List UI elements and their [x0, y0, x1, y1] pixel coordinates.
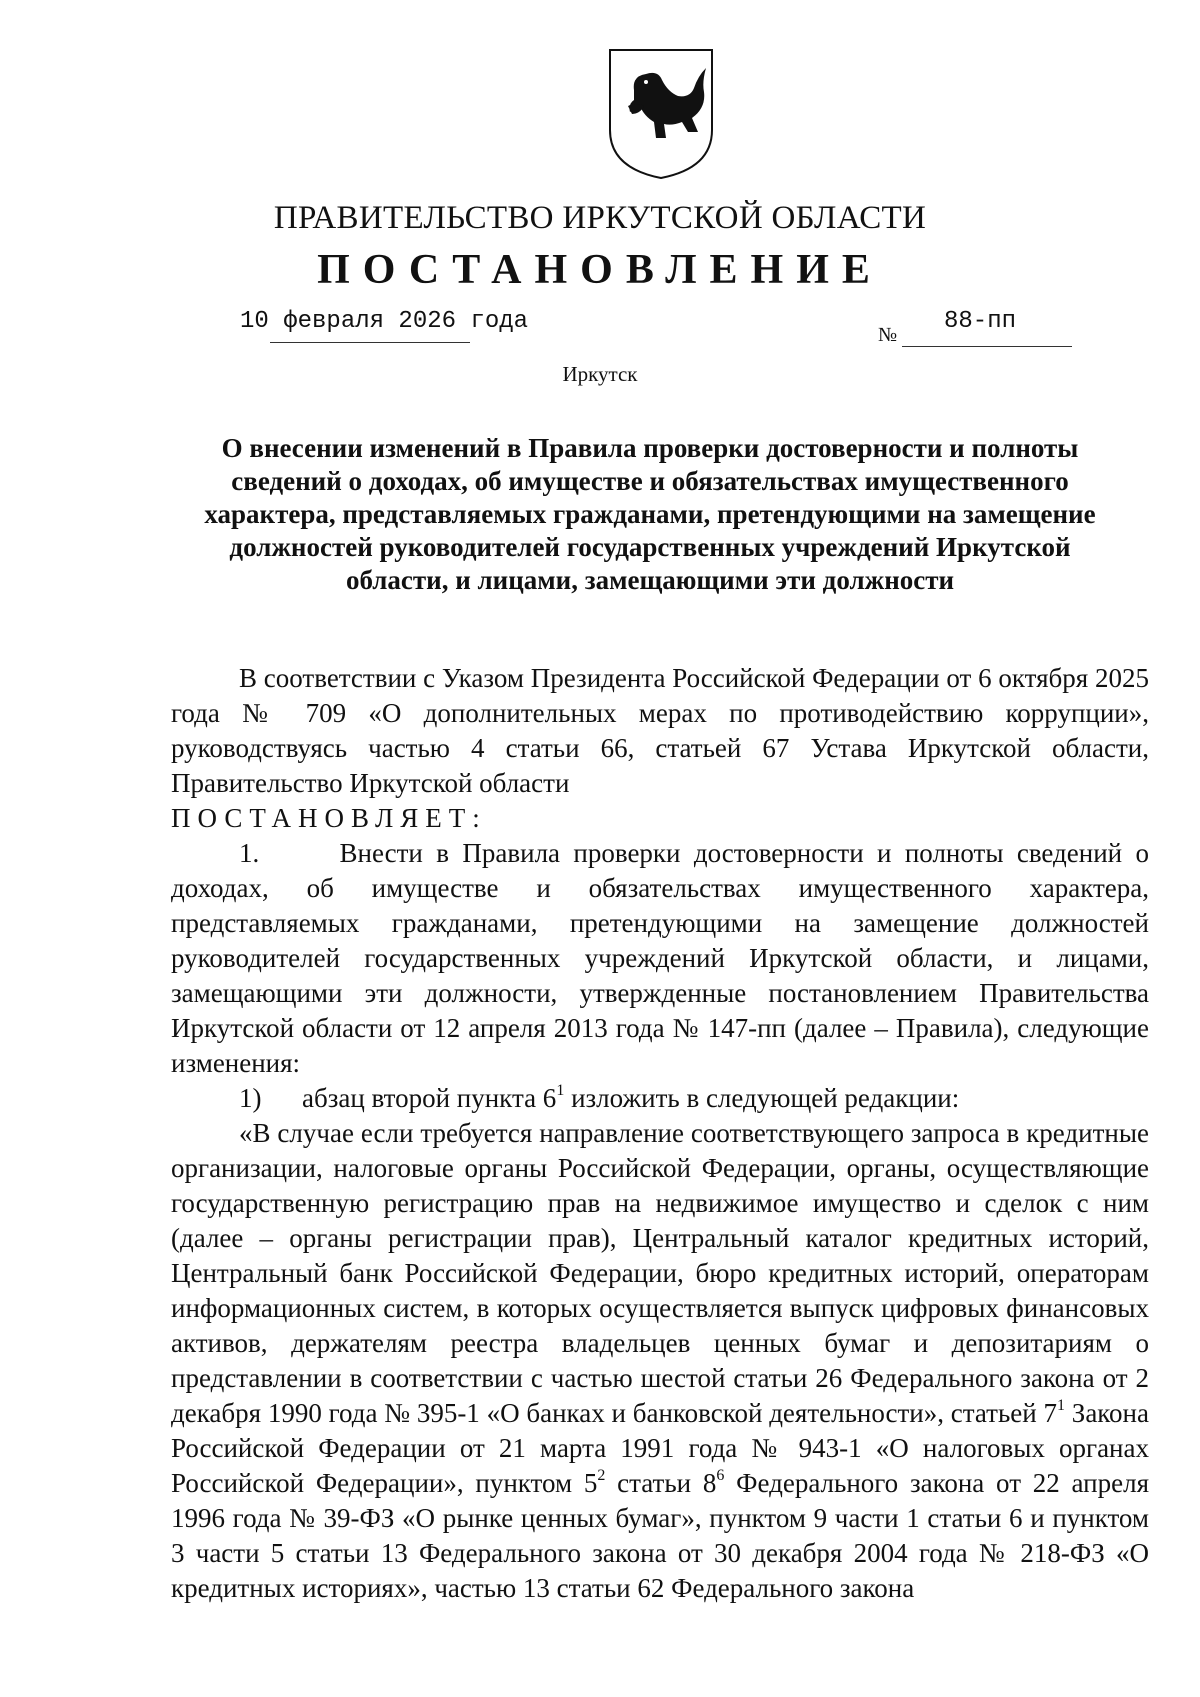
preamble-paragraph: В соответствии с Указом Президента Российской Федерации от 6 октября 2025 года № 709 «О дополнительных мерах по противодействию коррупции», руководствуясь частью 4 статьи 66, статьей 67 Устава Иркутской области, Правительство Иркутской области: [171, 663, 1149, 798]
quote-superscript-3: 6: [716, 1467, 725, 1484]
date-underline: [270, 342, 470, 343]
organization-name: ПРАВИТЕЛЬСТВО ИРКУТСКОЙ ОБЛАСТИ: [273, 200, 927, 236]
document-date: 10 февраля 2026 года: [240, 308, 529, 335]
decree-word: ПОСТАНОВЛЯЕТ:: [171, 803, 487, 833]
document-body: [171, 661, 1156, 1606]
sub-item-1-suffix: изложить в следующей редакции:: [564, 1083, 960, 1113]
document-type: ПОСТАНОВЛЕНИЕ: [317, 247, 883, 293]
quote-superscript-1: 1: [1057, 1397, 1066, 1414]
quoted-paragraph: [171, 1116, 1149, 1606]
document-number: 88-пп: [944, 308, 1017, 335]
quote-text-1: «В случае если требуется направление соответствующего запроса в кредитные организации, налоговые органы Российской Федерации, органы, осуществляющие государственную регистрацию прав на недвижимое имущество и сделок с ним (далее – органы регистрации прав), Центральный каталог кредитных историй, Центральный банк Российской Федерации, бюро кредитных историй, операторам информационных систем, в которых осуществляется выпуск цифровых финансовых активов, держателям реестра владельцев ценных бумаг и депозитариям о представлении в соответствии с частью шестой статьи 26 Федерального закона от 2 декабря 1990 года № 395-1 «О банках и банковской деятельности», статьей 7: [171, 1118, 1149, 1428]
item-1-paragraph: 1. Внести в Правила проверки достоверности и полноты сведений о доходах, об имуществе и обязательствах имущественного характера, представляемых гражданами, претендующими на замещение должностей руководителей государственных учреждений Иркутской области, и лицами, замещающими эти должности, утвержденные постановлением Правительства Иркутской области от 12 апреля 2013 года № 147-пп (далее – Правила), следующие изменения:: [171, 838, 1156, 1078]
city: Иркутск: [562, 362, 638, 386]
quote-text-4: Федерального закона от 22 апреля 1996 года № 39-ФЗ «О рынке ценных бумаг», пунктом 9 части 1 статьи 6 и пунктом 3 части 5 статьи 13 Федерального закона от 30 декабря 2004 года № 218-ФЗ «О кредитных историях», частью 13 статьи 62 Федерального закона: [171, 1468, 1150, 1603]
quote-text-2: Закона Российской Федерации от 21 марта 1991 года № 943-1 «О налоговых органах Российской Федерации», пунктом 5: [171, 1398, 1149, 1498]
quote-text-3: статьи 8: [605, 1468, 717, 1498]
irkutsk-coat-of-arms-icon: [606, 46, 716, 182]
document-title: О внесении изменений в Правила проверки достоверности и полноты сведений о доходах, об имуществе и обязательствах имущественного характера, представляемых гражданами, претендующими на замещение должностей руководителей государственных учреждений Иркутской области, и лицами, замещающими эти должности: [204, 433, 1096, 595]
quote-superscript-2: 2: [597, 1467, 606, 1484]
sub-item-1-superscript: 1: [556, 1082, 565, 1099]
sub-item-1-prefix: 1) абзац второй пункта 6: [239, 1083, 557, 1113]
number-underline: [902, 346, 1072, 347]
number-label: №: [878, 324, 898, 346]
sub-item-1-paragraph: [171, 1081, 1149, 1116]
